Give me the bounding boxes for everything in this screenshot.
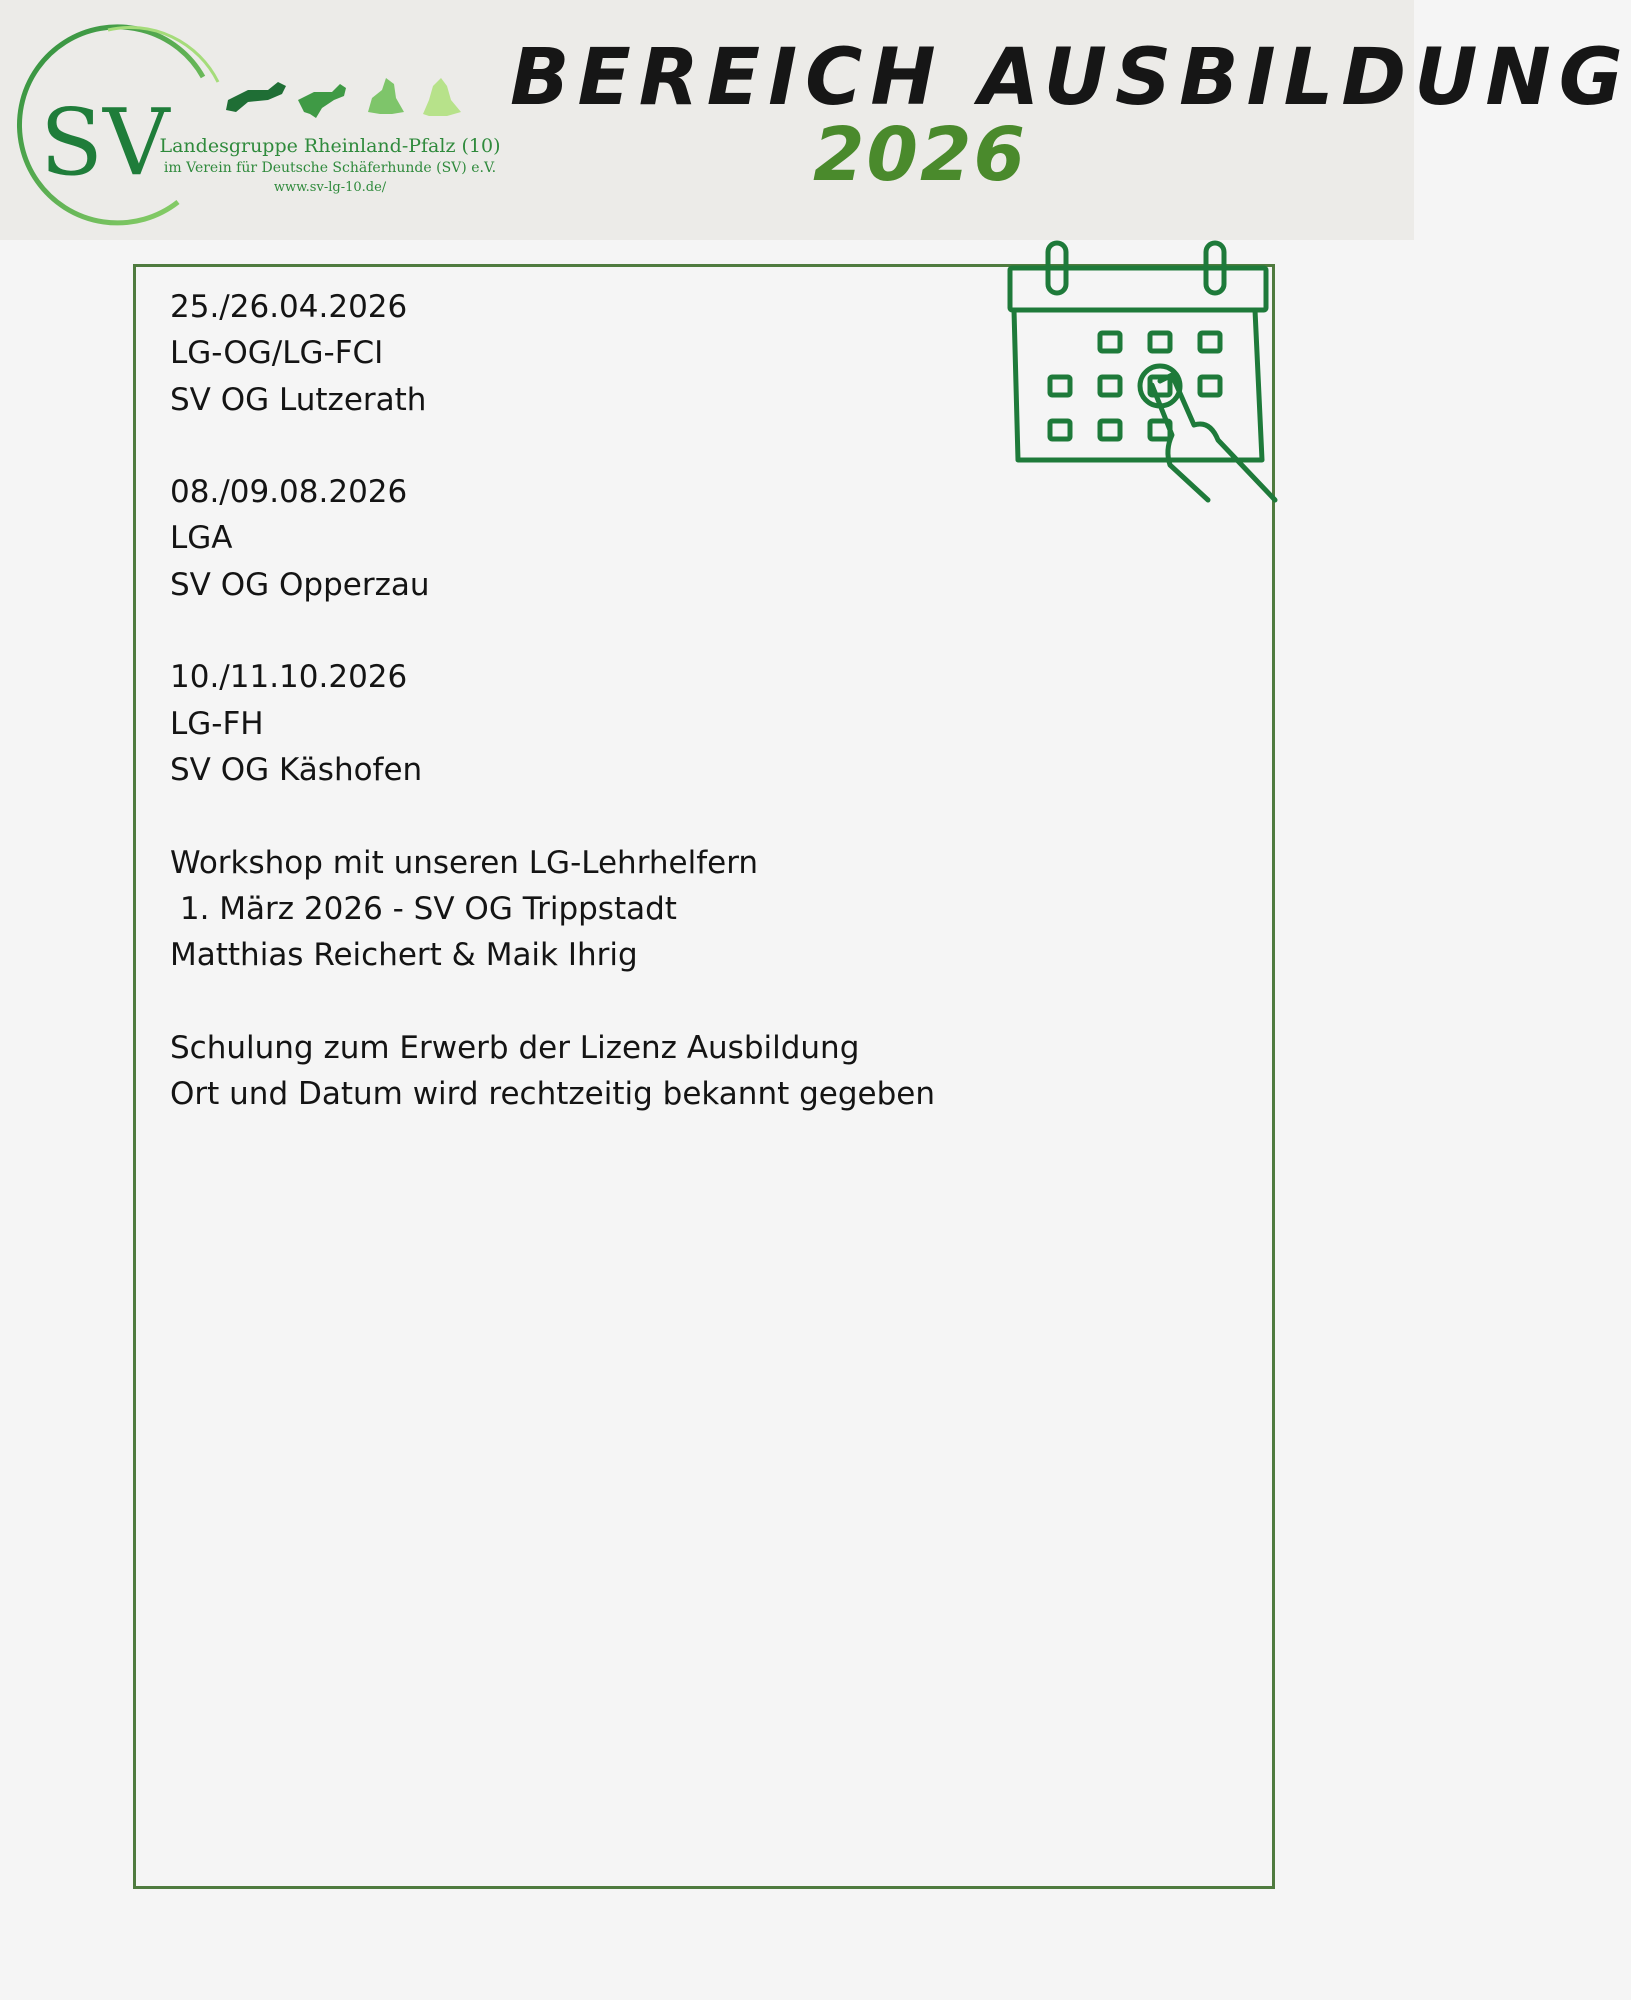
event-date: 08./09.08.2026 xyxy=(170,474,408,511)
event-type: LG-FH xyxy=(170,705,264,742)
page-year: 2026 xyxy=(813,112,1027,198)
event-2 xyxy=(170,469,1070,608)
workshop-title: Workshop mit unseren LG-Lehrhelfern xyxy=(170,844,759,881)
event-location: SV OG Käshofen xyxy=(170,751,423,788)
schulung-block xyxy=(170,1025,1070,1118)
workshop-date-location: 1. März 2026 - SV OG Trippstadt xyxy=(170,890,677,927)
logo-org-name: Landesgruppe Rheinland-Pfalz (10) xyxy=(159,135,501,157)
schedule-content xyxy=(170,284,1070,1164)
workshop-instructors: Matthias Reichert & Maik Ihrig xyxy=(170,937,638,974)
event-location: SV OG Lutzerath xyxy=(170,381,427,418)
sv-logo xyxy=(28,22,501,232)
header-band xyxy=(0,0,1631,240)
logo-org-subtitle: im Verein für Deutsche Schäferhunde (SV) e.V. xyxy=(163,160,497,176)
schulung-note: Ort und Datum wird rechtzeitig bekannt gegeben xyxy=(170,1076,935,1113)
logo-website: www.sv-lg-10.de/ xyxy=(273,180,387,195)
event-type: LGA xyxy=(170,520,233,557)
event-date: 25./26.04.2026 xyxy=(170,289,408,325)
event-1 xyxy=(170,284,1070,423)
dog-silhouettes xyxy=(226,78,461,118)
event-3 xyxy=(170,654,1070,793)
workshop-block xyxy=(170,840,1070,979)
svg-text:SV: SV xyxy=(40,89,170,196)
event-type: LG-OG/LG-FCI xyxy=(170,335,384,372)
event-date: 10./11.10.2026 xyxy=(170,659,408,696)
schulung-title: Schulung zum Erwerb der Lizenz Ausbildung xyxy=(170,1029,860,1066)
event-location: SV OG Opperzau xyxy=(170,566,430,603)
sv-logo-emblem xyxy=(28,22,498,232)
page-title: BEREICH AUSBILDUNG xyxy=(510,33,1631,123)
